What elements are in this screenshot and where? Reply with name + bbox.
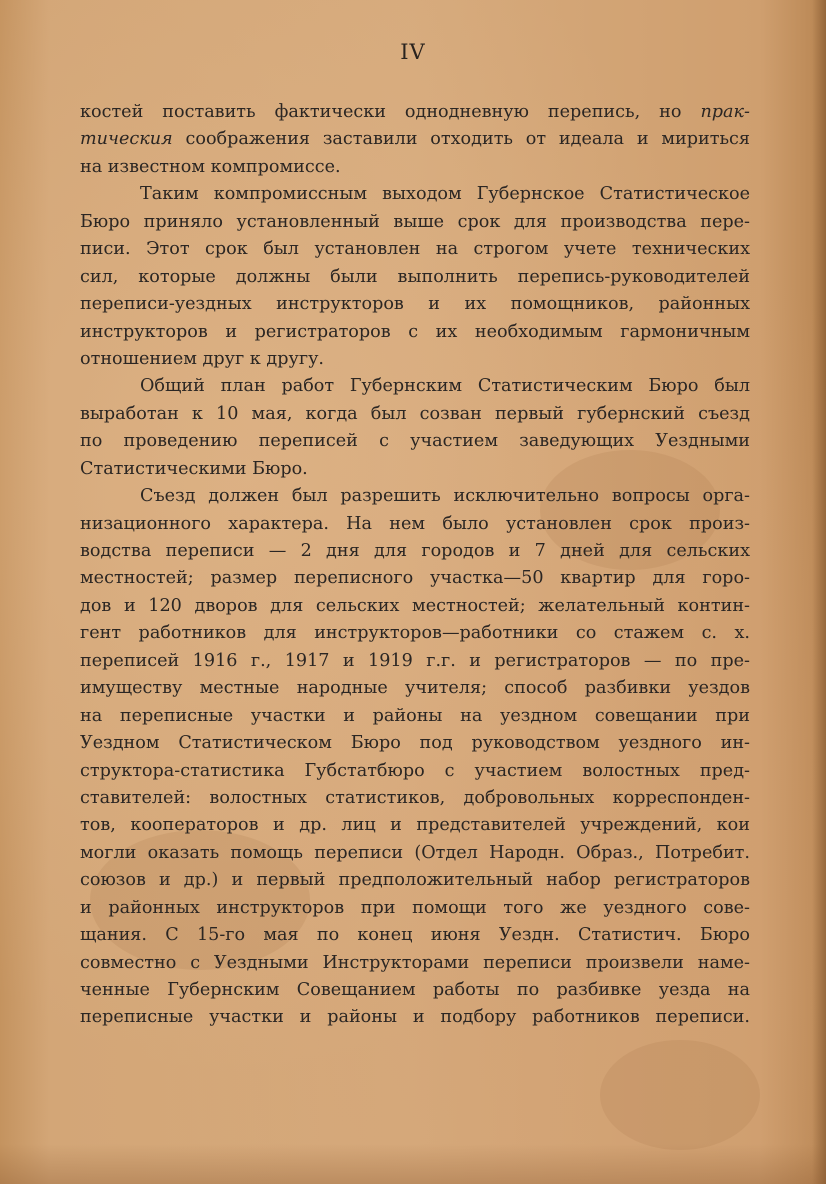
line-text: и районных инструкторов при помощи того же уездного сове- [80, 897, 750, 918]
text-line [80, 373, 750, 400]
line-text: Общий план работ Губернским Статистическим Бюро был [140, 376, 750, 397]
text-line [80, 99, 750, 126]
paper-stain [600, 1040, 760, 1150]
line-text: Уездном Статистическом Бюро под руководством уездного ин- [80, 733, 750, 754]
text-line [80, 620, 750, 647]
text-line [80, 565, 750, 592]
text-line [80, 593, 750, 620]
text-line [80, 483, 750, 510]
line-text-after: соображения заставили отходить от идеала и мириться [172, 129, 750, 150]
line-text: переписные участки и районы и подбору работников переписи. [80, 1007, 750, 1028]
line-text: Бюро приняло установленный выше срок для производства пере- [80, 211, 750, 232]
line-text: союзов и др.) и первый предположительный набор регистраторов [80, 870, 750, 891]
text-line [80, 511, 750, 538]
line-text: Статистическими Бюро. [80, 458, 308, 479]
text-line [80, 291, 750, 318]
line-text: сил, которые должны были выполнить перепись-руководителей [80, 266, 750, 287]
text-line [80, 538, 750, 565]
line-text: гент работников для инструкторов—работники со стажем с. х. [80, 623, 750, 644]
text-line [80, 785, 750, 812]
text-line [80, 154, 750, 181]
line-text: переписи-уездных инструкторов и их помощников, районных [80, 294, 750, 315]
text-line [80, 922, 750, 949]
text-line [80, 703, 750, 730]
line-text: отношением друг к другу. [80, 348, 325, 369]
line-text: выработан к 10 мая, когда был созван первый губернский съезд [80, 403, 750, 424]
text-line [80, 950, 750, 977]
text-line [80, 209, 750, 236]
text-line [80, 346, 750, 373]
line-text: совместно с Уездными Инструкторами переписи произвели наме- [80, 952, 750, 973]
text-line [80, 812, 750, 839]
text-line [80, 319, 750, 346]
line-italic-text: прак- [700, 102, 750, 122]
line-text: переписей 1916 г., 1917 и 1919 г.г. и регистраторов — по пре- [80, 650, 750, 671]
line-text: Съезд должен был разрешить исключительно вопросы орга- [140, 486, 750, 507]
line-text: на известном компромиссе. [80, 156, 341, 177]
line-text: по проведению переписей с участием заведующих Уездными [80, 431, 750, 452]
text-line [80, 1004, 750, 1031]
line-text: костей поставить фактически однодневную перепись, но [80, 102, 682, 122]
text-line [80, 895, 750, 922]
line-text: водства переписи — 2 дня для городов и 7 дней для сельских [80, 541, 750, 561]
line-text: Таким компромиссным выходом Губернское Статистическое [140, 184, 750, 205]
page-edge-shadow [812, 0, 826, 1184]
page-bottom-shadow [0, 1144, 826, 1184]
text-line [80, 401, 750, 428]
text-line [80, 867, 750, 894]
text-line [80, 730, 750, 757]
line-text: ченные Губернским Совещанием работы по разбивке уезда на [80, 980, 750, 1000]
text-line [80, 758, 750, 785]
page-number: IV [400, 40, 426, 64]
text-line [80, 428, 750, 455]
text-line [80, 456, 750, 483]
line-text: могли оказать помощь переписи (Отдел Народн. Образ., Потребит. [80, 842, 750, 863]
text-line [80, 264, 750, 291]
text-line [80, 126, 750, 153]
line-text: структора-статистика Губстатбюро с участием волостных пред- [80, 760, 750, 781]
text-line [80, 840, 750, 867]
text-line [80, 977, 750, 1004]
line-text: на переписные участки и районы на уездном совещании при [80, 705, 750, 726]
text-line [80, 648, 750, 675]
line-text: ставителей: волостных статистиков, добровольных корреспонден- [80, 787, 750, 808]
line-text: писи. Этот срок был установлен на строгом учете технических [80, 239, 750, 260]
line-text: дов и 120 дворов для сельских местностей; желательный контин- [80, 595, 750, 616]
line-text: низационного характера. На нем было установлен срок произ- [80, 513, 750, 534]
line-text: инструкторов и регистраторов с их необходимым гармоничным [80, 321, 750, 342]
text-line [80, 181, 750, 208]
text-line [80, 675, 750, 702]
line-text: тов, кооператоров и др. лиц и представителей учреждений, кои [80, 815, 750, 836]
line-italic-text: тическия [80, 129, 173, 150]
text-line [80, 236, 750, 263]
line-text: имуществу местные народные учителя; способ разбивки уездов [80, 678, 750, 699]
line-text: щания. С 15-го мая по конец июня Уездн. Статистич. Бюро [80, 925, 750, 946]
line-text: местностей; размер переписного участка—50 квартир для горо- [80, 568, 750, 589]
body-text [80, 99, 750, 1032]
